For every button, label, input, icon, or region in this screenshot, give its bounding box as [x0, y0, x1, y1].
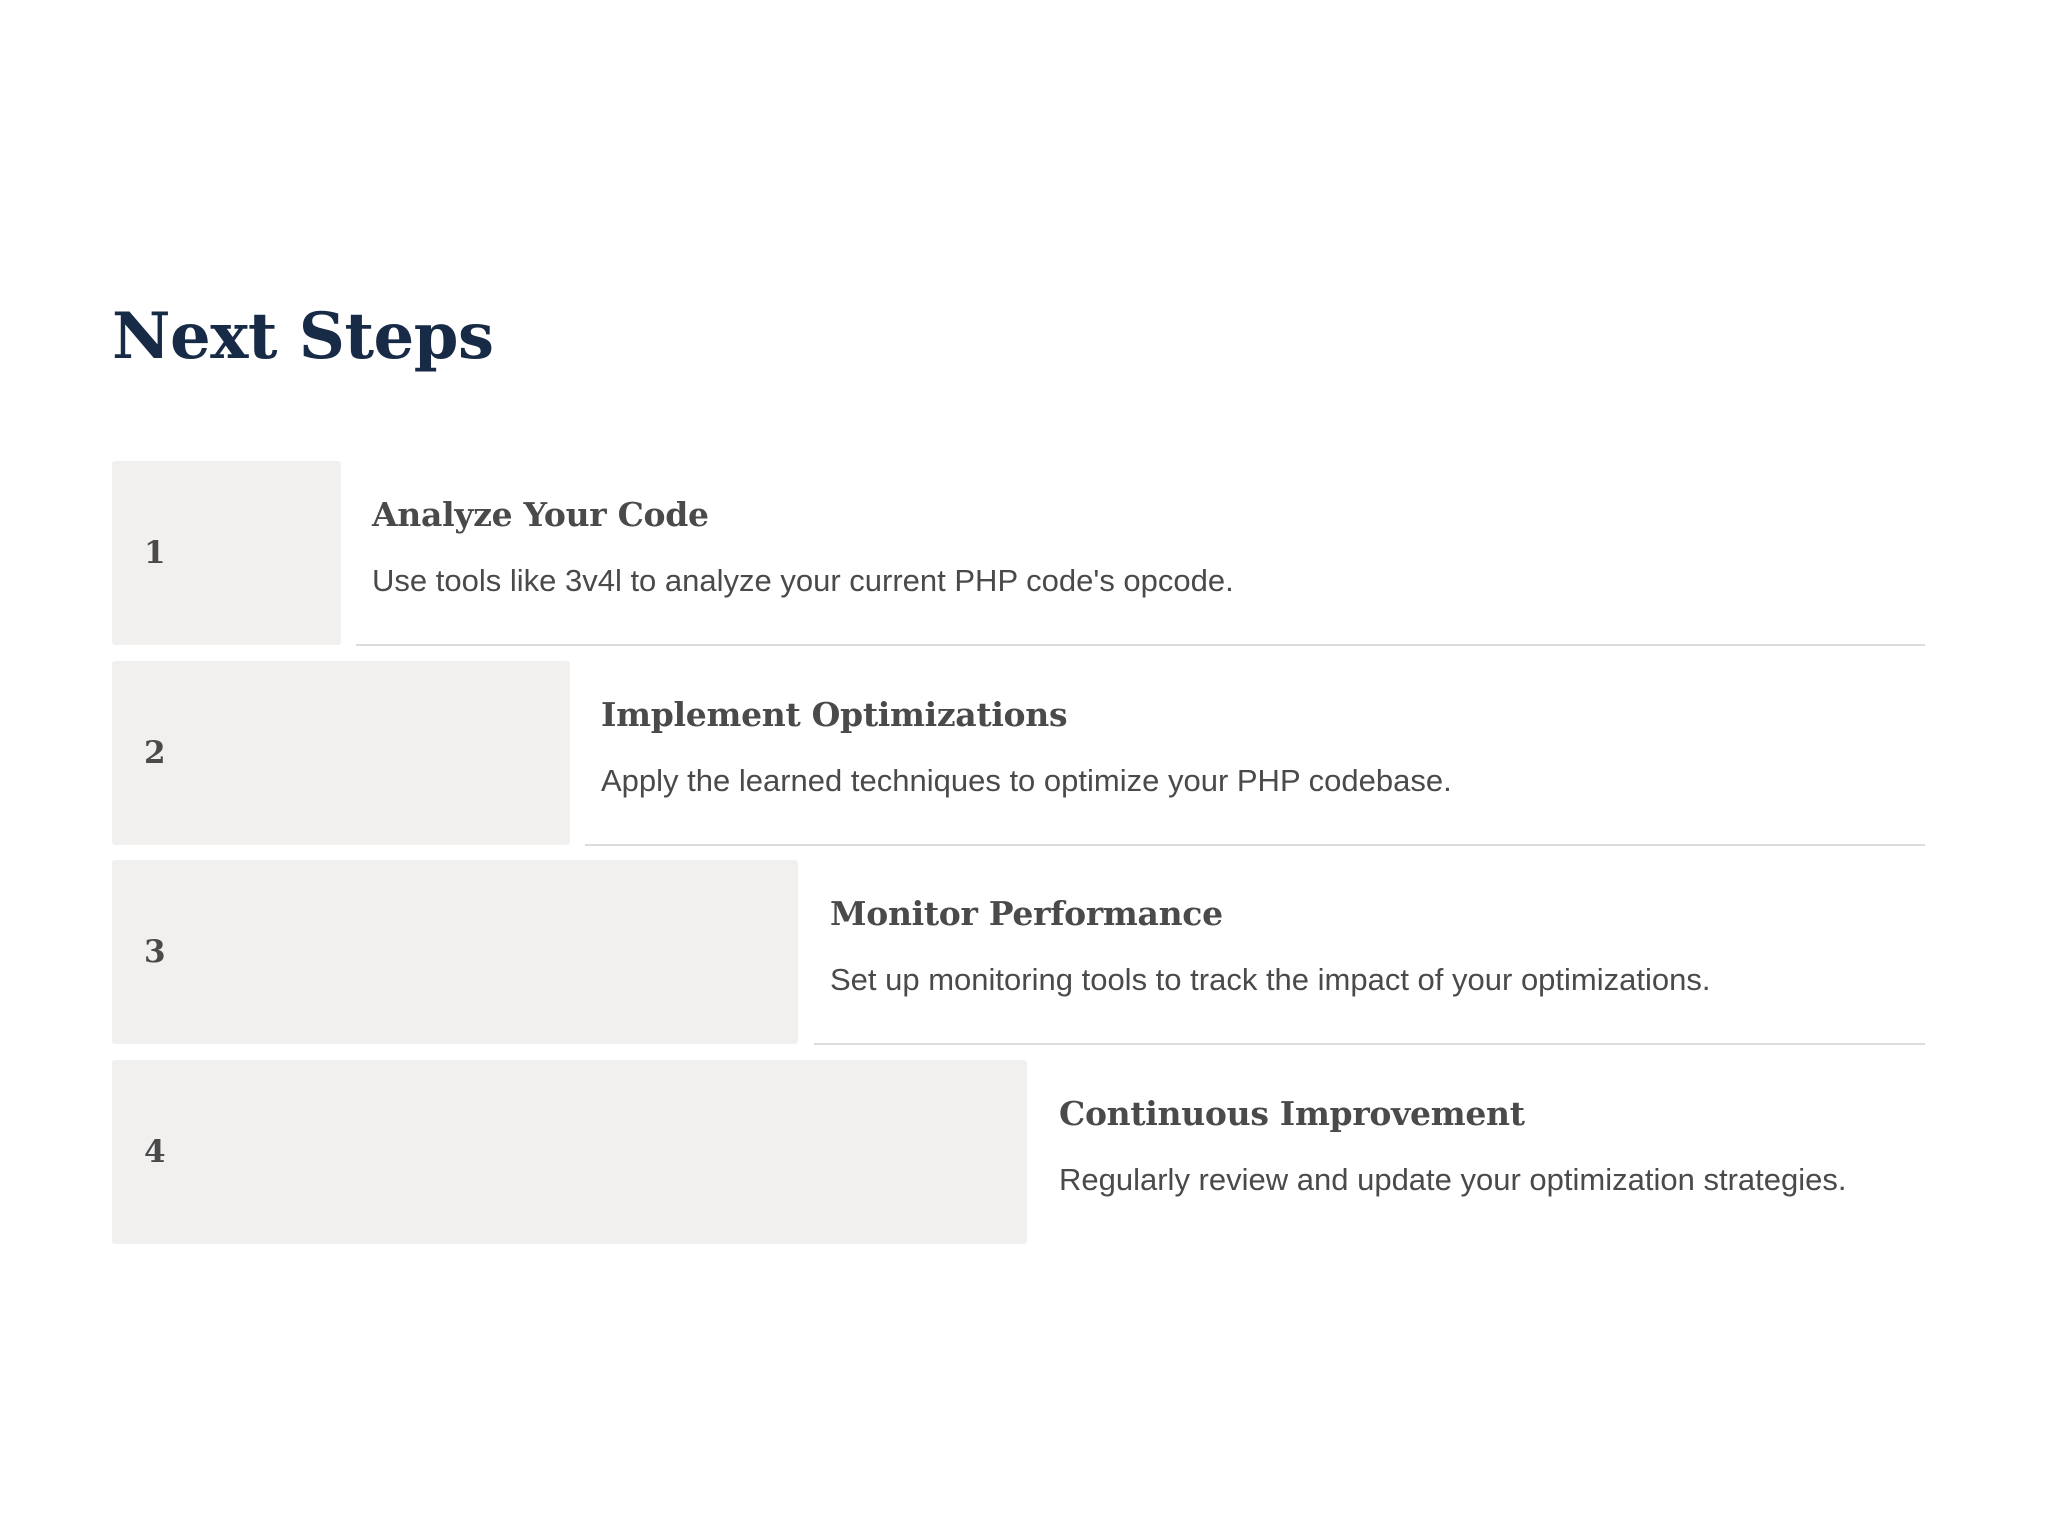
step-divider-3 — [814, 1043, 1925, 1045]
step-description-4: Regularly review and update your optimization strategies. — [1059, 1162, 1847, 1197]
step-block-4 — [112, 1060, 1027, 1244]
step-row-2 — [112, 661, 1925, 845]
page-title: Next Steps — [112, 299, 494, 374]
step-row-3 — [112, 860, 1925, 1044]
step-row-1 — [112, 461, 1925, 645]
step-description-3: Set up monitoring tools to track the impact of your optimizations. — [830, 962, 1711, 997]
step-row-4 — [112, 1060, 1925, 1244]
step-title-3: Monitor Performance — [830, 894, 1223, 933]
step-number-3: 3 — [144, 934, 166, 970]
step-description-1: Use tools like 3v4l to analyze your current PHP code's opcode. — [372, 563, 1234, 598]
step-number-4: 4 — [144, 1134, 166, 1170]
step-title-1: Analyze Your Code — [372, 495, 709, 534]
step-number-1: 1 — [144, 535, 166, 571]
step-description-2: Apply the learned techniques to optimize your PHP codebase. — [601, 763, 1452, 798]
step-title-4: Continuous Improvement — [1059, 1094, 1525, 1133]
step-divider-2 — [585, 844, 1925, 846]
step-title-2: Implement Optimizations — [601, 695, 1068, 734]
step-number-2: 2 — [144, 735, 166, 771]
step-block-3 — [112, 860, 798, 1044]
step-block-2 — [112, 661, 570, 845]
step-divider-1 — [356, 644, 1925, 646]
